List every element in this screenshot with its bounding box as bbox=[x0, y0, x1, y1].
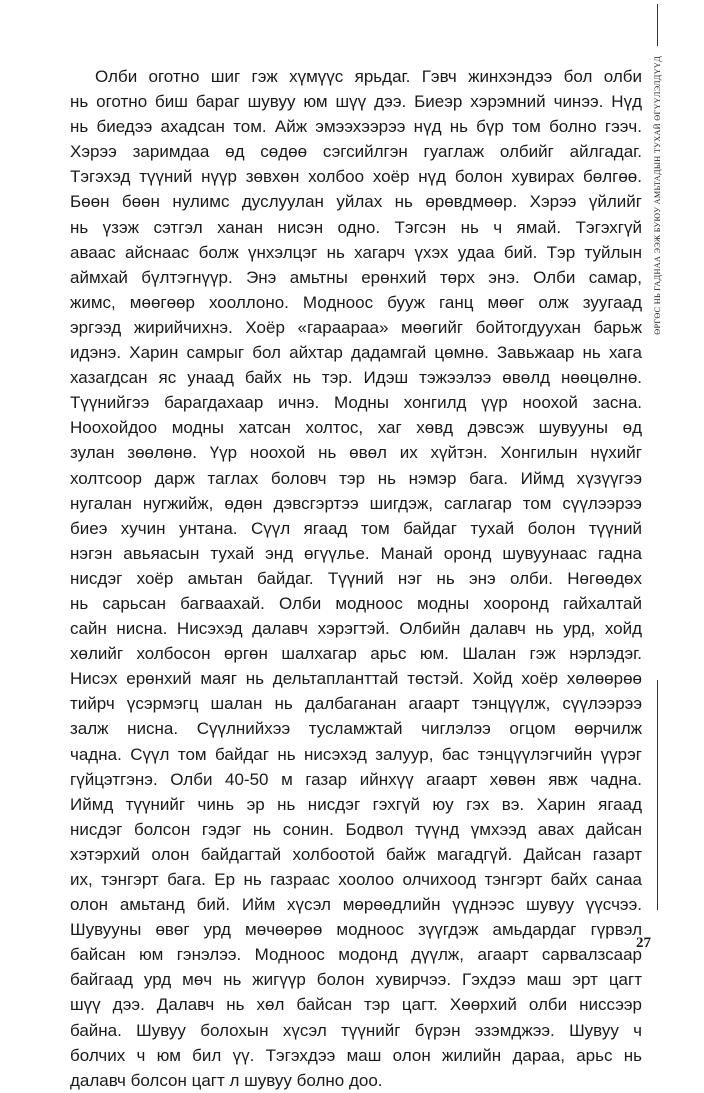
text-line: Хэрээ заримдаа өд сөдөө сэгсийлгэн гуаглаж олбийг айлгадаг. bbox=[70, 142, 642, 162]
text-line: байсан юм гэнэлээ. Модноос модонд дүүлж, агаарт сарвалзсаар bbox=[70, 945, 642, 965]
text-line: Нисэх ерөнхий маяг нь дельтапланттай төстэй. Хойд хоёр хөлөөрөө bbox=[70, 669, 642, 689]
text-line: Бөөн бөөн нулимс дуслуулан уйлах нь өрөвдмөөр. Хэрээ үйлийг bbox=[70, 192, 642, 212]
text-line: нь биедээ ахадсан том. Айж эмээхээрээ нүд нь бүр том болно гээч. bbox=[70, 117, 642, 137]
text-line: нэгэн авьяасын тухай энд өгүүлье. Манай оронд шувуунаас гадна bbox=[70, 543, 642, 563]
text-line: байгаад урд мөч нь жигүүр болон хувирчээ. Гэхдээ маш эрт цагт bbox=[70, 970, 642, 990]
text-line: чадна. Сүүл том байдаг нь нисэхэд залуур, бас тэнцүүлэгчийн үүрэг bbox=[70, 744, 642, 764]
text-line: жимс, мөөгөөр хооллоно. Модноос бууж ганц мөөг олж зуугаад bbox=[70, 292, 642, 312]
text-line: тийрч үсэрмэгц шалан нь далбаганан агаарт тэнцүүлж, сүүлээрээ bbox=[70, 694, 642, 714]
text-line: идэнэ. Харин самрыг бол айхтар дадамгай цөмнө. Завьжаар нь хага bbox=[70, 343, 642, 363]
text-line: хэтэрхий олон байдагтай холбоотой байж магадгүй. Дайсан газарт bbox=[70, 844, 642, 864]
text-line: их, тэнгэрт бага. Ер нь газраас хоолоо олчихоод тэнгэрт байх санаа bbox=[70, 870, 642, 889]
header-rule-bottom bbox=[657, 680, 658, 910]
running-header bbox=[650, 48, 664, 768]
text-line: нь үзэж сэтгэл ханан нисэн одно. Тэгсэн нь ч ямай. Тэгэхгүй bbox=[70, 217, 642, 237]
text-line: холтсоор дарж таглах боловч тэр нь нэмэр бага. Иймд хүзүүгээ bbox=[70, 468, 642, 488]
text-line: нь сарьсан багваахай. Олби модноос модны хооронд гайхалтай bbox=[70, 593, 642, 613]
text-line: гүйцэтгэнэ. Олби 40-50 м газар ийнхүү агаарт хөвөн явж чадна. bbox=[70, 769, 642, 789]
text-line: нь оготно биш бараг шувуу юм шүү дээ. Биеэр хэрэмний чинээ. Нүд bbox=[70, 92, 642, 112]
header-rule-top bbox=[657, 4, 658, 46]
text-line: аваас айснаас болж үнхэлцэг нь хагарч үхэх удаа бий. Тэр туйлын bbox=[70, 242, 642, 262]
text-line: хазагдсан яс унаад байх нь тэр. Идэш тэжээлээ өвөлд нөөцөлнө. bbox=[70, 368, 642, 388]
text-line: байна. Шувуу болохын хүсэл түүнийг бүрэн эзэмджээ. Шувуу ч bbox=[70, 1020, 642, 1040]
text-line: нисдэг болсон гэдэг нь сонин. Бодвол түүнд үмхээд авах дайсан bbox=[70, 819, 642, 839]
text-line: сайн нисна. Нисэхэд далавч хэрэгтэй. Олбийн далавч нь урд, хойд bbox=[70, 619, 642, 639]
text-line: биеэ хучин унтана. Сүүл ягаад том байдаг тухай болон түүний bbox=[70, 518, 642, 538]
text-line: Түүнийгээ барагдахаар ичнэ. Модны хонгилд үүр ноохой засна. bbox=[70, 393, 642, 413]
text-line: нугалан нугжийж, өдөн дэвсгэртээ шигдэж, саглагар том сүүлээрээ bbox=[70, 493, 642, 513]
text-line: шүү дээ. Далавч нь хөл байсан тэр цагт. Хөөрхий олби ниссээр bbox=[70, 995, 642, 1015]
text-line: Шувууны өвөг урд мөчөөрөө модноос зүүгдэж амьдардаг гүрвэл bbox=[70, 920, 642, 940]
running-header-text: ӨРГӨС НЬ ГАДНАА ЭЭЖ БУЮУ АМЬТАДЫН ТУХАЙ ӨГҮҮЛЭЛДҮҮД bbox=[652, 56, 662, 335]
text-line: зулан зөөлөнө. Үүр ноохой нь өвөл их хүйтэн. Хонгилын нүхийг bbox=[70, 443, 642, 463]
page-number: 27 bbox=[636, 935, 651, 951]
body-paragraph bbox=[70, 64, 642, 1093]
text-line: аймхай бүлтэгнүүр. Энэ амьтны ерөнхий төрх энэ. Олби самар, bbox=[70, 267, 642, 287]
text-line: залж нисна. Сүүлнийхээ тусламжтай чиглэлээ огцом өөрчилж bbox=[70, 719, 642, 739]
text-line: Иймд түүнийг чинь эр нь нисдэг гэхгүй юу гэх вэ. Харин ягаад bbox=[70, 794, 642, 814]
text-line: Ноохойдоо модны хатсан холтос, хаг хөвд дэвсэж шувууны өд bbox=[70, 418, 642, 438]
text-line: хөлийг холбосон өргөн шалхагар арьс юм. Шалан гэж нэрлэдэг. bbox=[70, 644, 642, 664]
text-line: нисдэг хоёр амьтан байдаг. Түүний нэг нь энэ олби. Нөгөөдөх bbox=[70, 568, 642, 588]
text-line: болчих ч юм бил үү. Тэгэхдээ маш олон жилийн дараа, арьс нь bbox=[70, 1045, 642, 1065]
text-line: олон амьтанд бий. Ийм хүсэл мөрөөдлийн үүднээс шувуу үүсчээ. bbox=[70, 895, 642, 915]
text-line: Олби оготно шиг гэж хүмүүс ярьдаг. Гэвч жинхэндээ бол олби bbox=[95, 67, 642, 86]
text-line: Тэгэхэд түүний нүүр зөвхөн холбоо хоёр нүд болон хувирах бөлгөө. bbox=[70, 167, 642, 187]
text-line: эргээд жирийчихнэ. Хоёр «гараараа» мөөгийг бойтогдуухан барьж bbox=[70, 317, 642, 337]
text-line: далавч болсон цагт л шувуу болно доо. bbox=[70, 1070, 383, 1090]
